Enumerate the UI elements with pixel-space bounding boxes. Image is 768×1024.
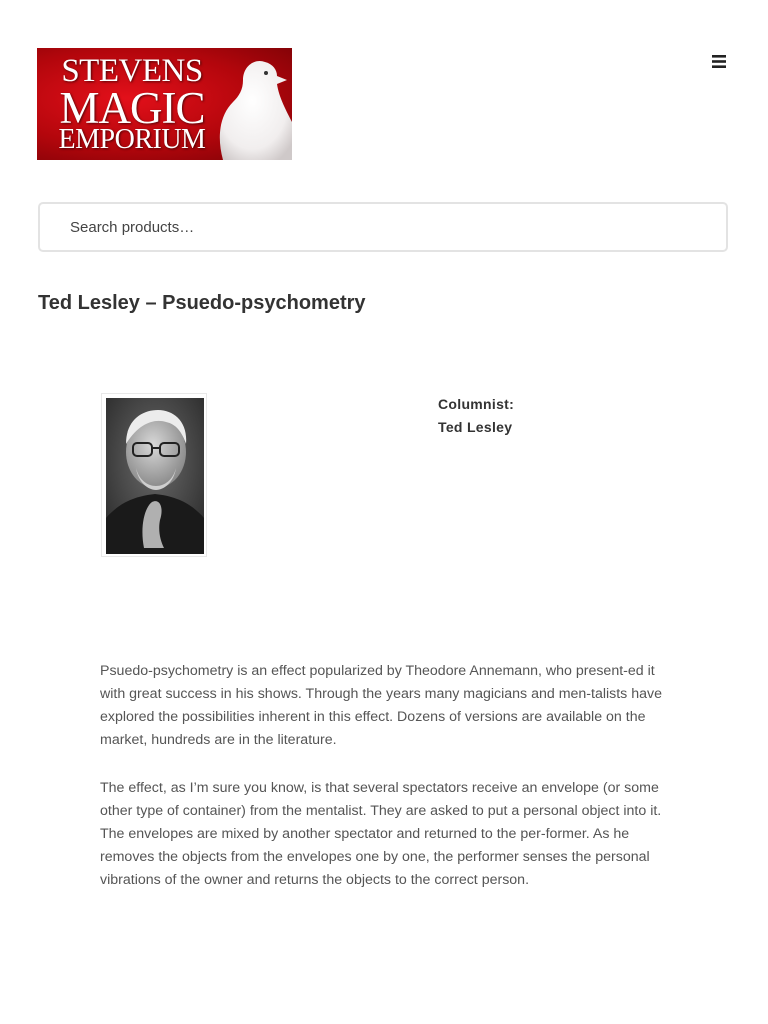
site-logo[interactable] [37,48,292,160]
article-paragraph: Psuedo-psychometry is an effect popularized by Theodore Annemann, who present-ed it with great success in his shows. Through the years many magicians and men-talists have explored the possibilities inherent in this effect. Dozens of versions are available on the market, hundreds are in the literature. [100,663,662,748]
columnist-photo [101,393,207,557]
columnist-label: Columnist: [438,396,515,412]
logo-text-magic: MAGIC [59,83,205,133]
article-body [100,660,666,917]
logo-text-stevens: STEVENS [61,53,203,89]
hamburger-menu-icon[interactable] [710,52,728,70]
search-input[interactable] [40,204,726,250]
columnist-name: Ted Lesley [438,419,513,435]
page-title: Ted Lesley – Psuedo-psychometry [38,292,366,314]
logo-text-emporium: EMPORIUM [58,124,206,155]
search-box [38,202,728,252]
columnist-info [438,393,514,439]
article-paragraph: The effect, as I’m sure you know, is that several spectators receive an envelope (or some other type of container) from the mentalist. They are asked to put a personal object into it. The envelopes are mixed by another spectator and returned to the per-former. As he removes the objects from the envelopes one by one, the performer senses the personal vibrations of the owner and returns the objects to the correct person. [100,780,662,888]
